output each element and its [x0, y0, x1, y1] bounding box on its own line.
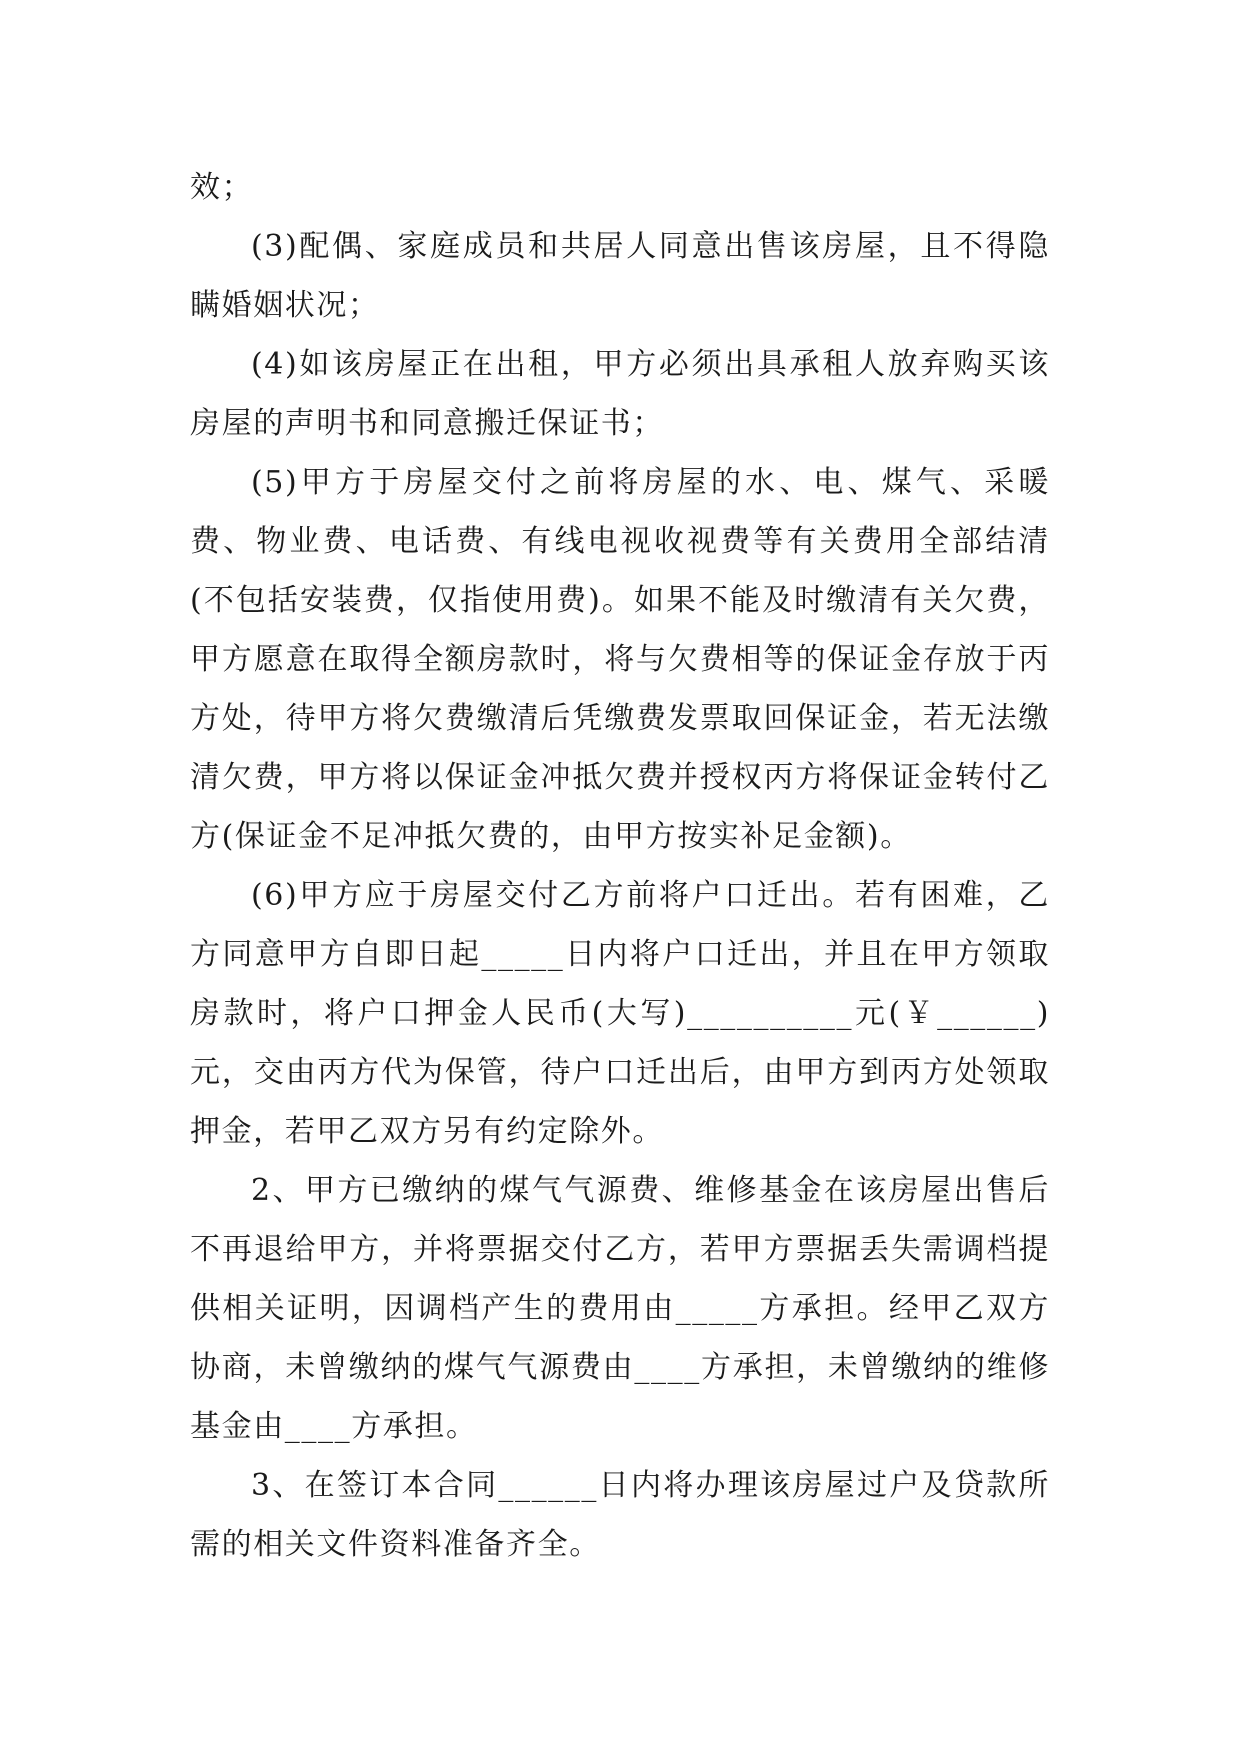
- paragraph-continuation: 效；: [190, 170, 254, 205]
- paragraph-item-5: (5)甲方于房屋交付之前将房屋的水、电、煤气、采暖费、物业费、电话费、有线电视收视费等有关费用全部结清(不包括安装费，仅指使用费)。如果不能及时缴清有关欠费，甲方愿意在取得全额房款时，将与欠费相等的保证金存放于丙方处，待甲方将欠费缴清后凭缴费发票取回保证金，若无法缴清欠费，甲方将以保证金冲抵欠费并授权丙方将保证金转付乙方(保证金不足冲抵欠费的，由甲方按实补足金额)。: [190, 465, 1050, 854]
- paragraph-item-4: (4)如该房屋正在出租，甲方必须出具承租人放弃购买该房屋的声明书和同意搬迁保证书；: [190, 347, 1050, 441]
- paragraph-item-3: (3)配偶、家庭成员和共居人同意出售该房屋，且不得隐瞒婚姻状况；: [190, 229, 1050, 323]
- paragraph-clause-2: 2、甲方已缴纳的煤气气源费、维修基金在该房屋出售后不再退给甲方，并将票据交付乙方，若甲方票据丢失需调档提供相关证明，因调档产生的费用由_____方承担。经甲乙双方协商，未曾缴纳的煤气气源费由____方承担，未曾缴纳的维修基金由____方承担。: [190, 1173, 1050, 1444]
- paragraph-clause-3: 3、在签订本合同______日内将办理该房屋过户及贷款所需的相关文件资料准备齐全。: [190, 1468, 1050, 1562]
- paragraph-item-6: (6)甲方应于房屋交付乙方前将户口迁出。若有困难，乙方同意甲方自即日起_____日内将户口迁出，并且在甲方领取房款时，将户口押金人民币(大写)__________元(￥______)元，交由丙方代为保管，待户口迁出后，由甲方到丙方处领取押金，若甲乙双方另有约定除外。: [190, 878, 1050, 1149]
- document-body: [190, 158, 1050, 1574]
